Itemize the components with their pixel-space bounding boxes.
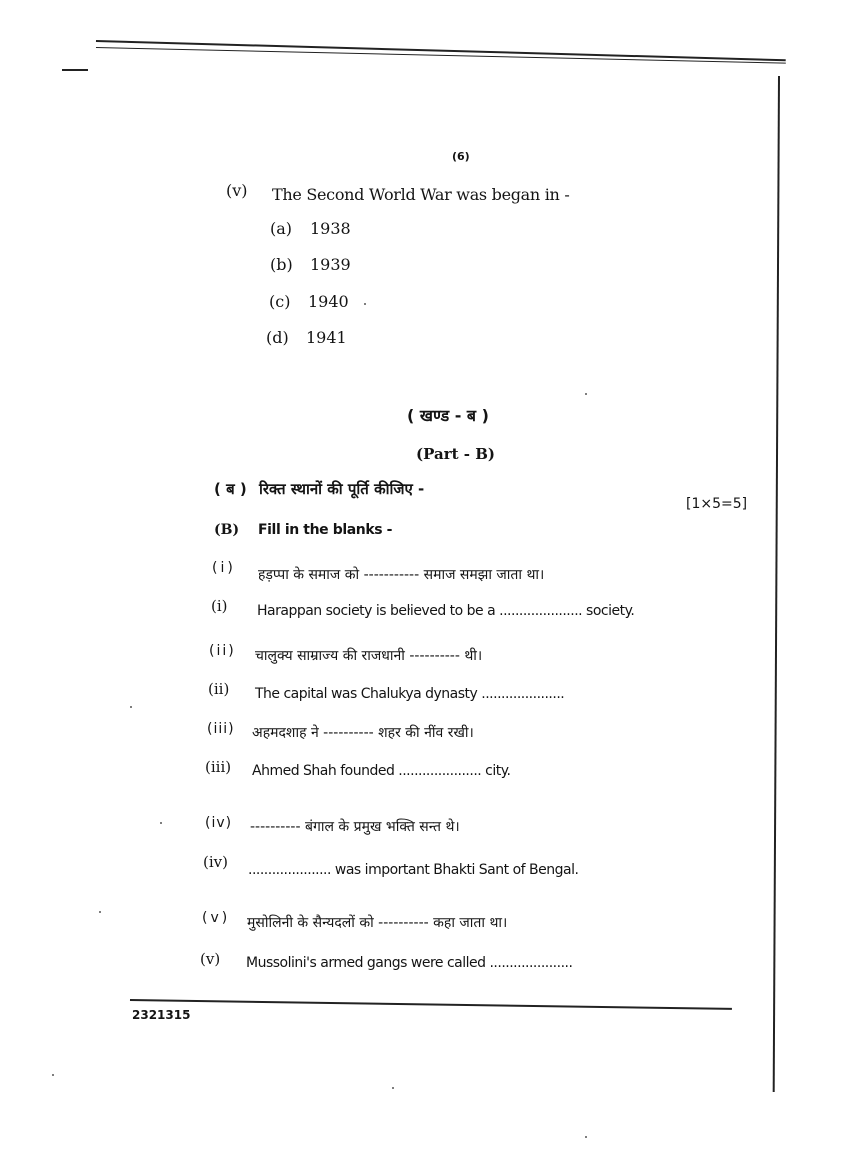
blank-item-text: Ahmed Shah founded ..................... city.	[252, 763, 511, 779]
blank-item-label: (iii)	[205, 758, 232, 776]
mcq-option-label: (b)	[270, 255, 293, 274]
page-number: (6)	[452, 150, 470, 163]
blank-item-text: मुसोलिनी के सैन्यदलों को ---------- कहा जाता था।	[247, 915, 508, 931]
mcq-option-label: (d)	[266, 328, 289, 347]
blank-item-label: (i)	[211, 597, 228, 615]
mcq-option-text: 1938	[310, 219, 351, 238]
blank-item-text: Mussolini's armed gangs were called .....................	[246, 955, 573, 971]
instruction-english: Fill in the blanks -	[258, 522, 393, 538]
scan-speck	[364, 303, 366, 305]
mcq-option-label: (a)	[270, 219, 293, 238]
blank-item-label: (ii)	[209, 643, 236, 659]
instruction-hindi: रिक्त स्थानों की पूर्ति कीजिए -	[259, 480, 425, 498]
instruction-english-label: (B)	[214, 522, 240, 538]
blank-item-label: (iii)	[207, 721, 235, 737]
blank-item-label: (i)	[212, 560, 236, 576]
blank-item-label: (iv)	[205, 815, 233, 831]
marks-allocation: [1×5=5]	[686, 496, 748, 512]
blank-item-label: (v)	[202, 910, 231, 926]
scan-speck	[160, 822, 162, 824]
scan-speck	[585, 393, 587, 395]
right-border-line	[773, 76, 780, 1092]
blank-item-label: (v)	[200, 950, 221, 968]
mcq-option-text: 1939	[310, 255, 351, 274]
left-margin-mark	[62, 69, 88, 71]
blank-item-text: ..................... was important Bhakti Sant of Bengal.	[248, 862, 579, 878]
paper-code: 2321315	[132, 1008, 191, 1022]
blank-item-text: ---------- बंगाल के प्रमुख भक्ति सन्त थे।	[250, 819, 460, 835]
blank-item-text: Harappan society is believed to be a ..................... society.	[257, 603, 635, 619]
blank-item-text: चालुक्य साम्राज्य की राजधानी ---------- थी।	[255, 648, 483, 664]
mcq-option-text: 1941	[306, 328, 347, 347]
mcq-option-label: (c)	[269, 292, 291, 311]
scan-speck	[585, 1136, 587, 1138]
mcq-question: The Second World War was began in -	[272, 185, 570, 204]
blank-item-label: (iv)	[203, 853, 228, 871]
section-title-hindi: ( खण्ड - ब )	[407, 406, 489, 425]
blank-item-text: The capital was Chalukya dynasty .....................	[255, 686, 565, 702]
section-title-english: (Part - B)	[416, 445, 495, 463]
instruction-hindi-label: ( ब )	[214, 480, 247, 498]
scan-speck	[392, 1087, 394, 1089]
top-border-line	[96, 40, 786, 61]
mcq-number: (v)	[226, 181, 248, 200]
mcq-option-text: 1940	[308, 292, 349, 311]
blank-item-text: अहमदशाह ने ---------- शहर की नींव रखी।	[252, 725, 474, 741]
scan-speck	[130, 706, 132, 708]
blank-item-text: हड़प्पा के समाज को ----------- समाज समझा जाता था।	[258, 567, 545, 583]
blank-item-label: (ii)	[208, 680, 230, 698]
scan-speck	[52, 1074, 54, 1076]
scan-speck	[99, 911, 101, 913]
footer-rule	[130, 999, 732, 1010]
